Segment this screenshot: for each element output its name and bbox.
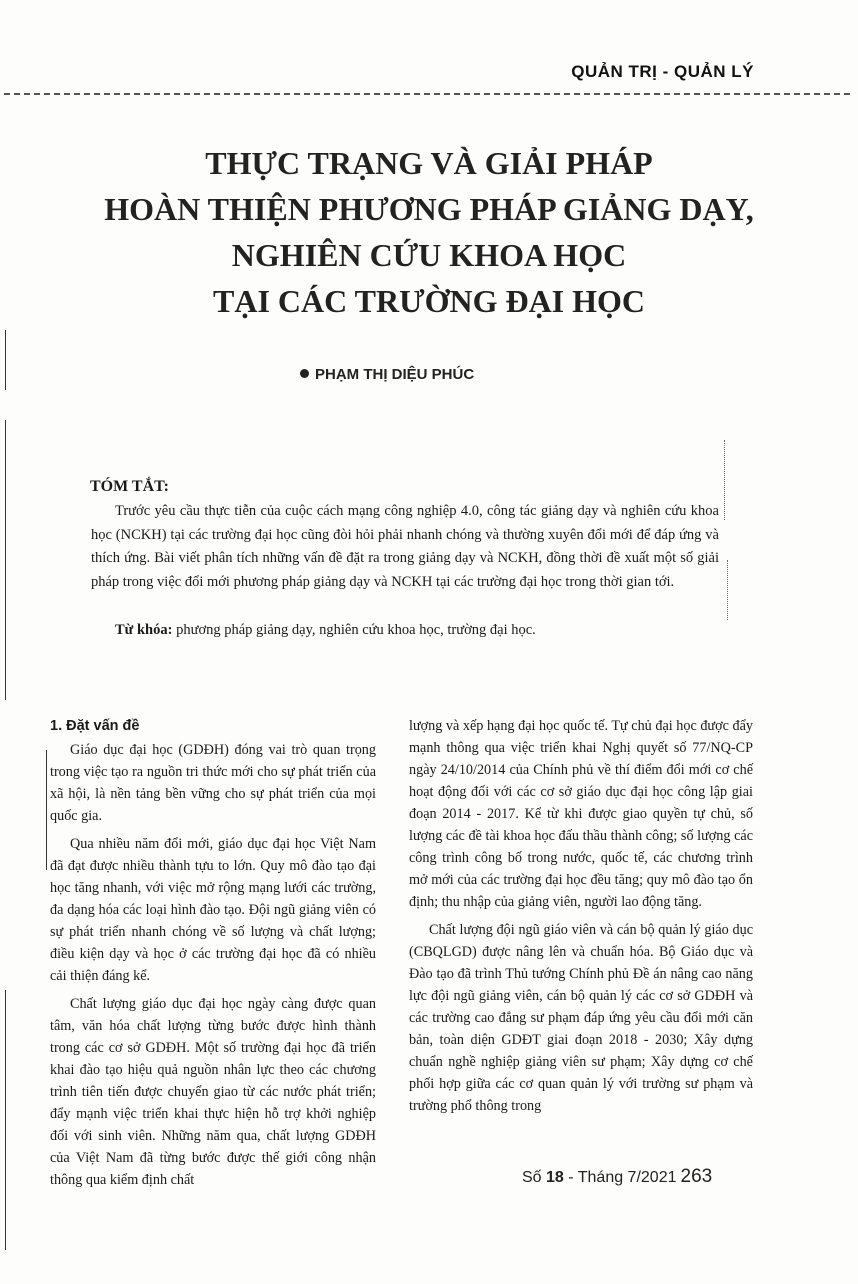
right-column (409, 715, 753, 1123)
header-divider (4, 93, 850, 95)
page-number: 263 (680, 1166, 713, 1187)
issue-date: - Tháng 7/2021 (563, 1169, 677, 1186)
page-footer (522, 1166, 712, 1188)
paragraph: Chất lượng giáo dục đại học ngày càng được quan tâm, văn hóa chất lượng từng bước được hình thành trong các cơ sở GDĐH. Một số trường đại học đã triển khai đào tạo hiệu quả nguồn nhân lực theo các chương trình tiên tiến được chuyển giao từ các nước phát triển; đẩy mạnh việc triển khai thực hiện hỗ trợ khởi nghiệp đối với sinh viên. Những năm qua, chất lượng GDĐH của Việt Nam đã từng bước được thế giới công nhận thông qua kiểm định chất (50, 996, 376, 1188)
scan-speck (724, 440, 726, 520)
author-line (300, 366, 474, 383)
keywords-text: phương pháp giảng dạy, nghiên cứu khoa học, trường đại học. (172, 622, 536, 638)
article-title (0, 140, 858, 324)
paragraph: Giáo dục đại học (GDĐH) đóng vai trò quan trọng trong việc tạo ra nguồn tri thức mới cho sự phát triển của xã hội, là nền tảng bền vững cho sự phát triển của mọi quốc gia. (50, 742, 376, 824)
keywords-label: Từ khóa: (115, 622, 173, 638)
issue-number: 18 (546, 1169, 564, 1186)
paragraph: Qua nhiều năm đổi mới, giáo dục đại học Việt Nam đã đạt được nhiều thành tựu to lớn. Quy mô đào tạo đại học tăng nhanh, với việc mở rộng mạng lưới các trường, đa dạng hóa các loại hình đào tạo. Đội ngũ giảng viên có sự phát triển nhanh chóng về số lượng và chất lượng; điều kiện dạy và học ở các trường đại học đã có nhiều cải thiện đáng kể. (50, 836, 376, 984)
bullet-icon (300, 369, 309, 378)
author-name: PHẠM THỊ DIỆU PHÚC (315, 366, 475, 383)
left-column (50, 715, 376, 1197)
section-heading: 1. Đặt vấn đề (50, 718, 140, 734)
issue-prefix: Số (522, 1169, 547, 1186)
paragraph: lượng và xếp hạng đại học quốc tế. Tự chủ đại học được đẩy mạnh thông qua việc triển khai Nghị quyết số 77/NQ-CP ngày 24/10/2014 của Chính phủ về thí điểm đổi mới cơ chế hoạt động đối với các cơ sở giáo dục đại học công lập giai đoạn 2014 - 2017. Kể từ khi được giao quyền tự chủ, số lượng các đề tài khoa học đấu thầu thành công; số lượng các công trình công bố trong nước, quốc tế, các chương trình mở mới của các trường đại học đều tăng; quy mô đào tạo ổn định; thu nhập của giảng viên, người lao động tăng. (409, 718, 753, 910)
keywords (115, 619, 725, 642)
title-line: TẠI CÁC TRƯỜNG ĐẠI HỌC (212, 283, 646, 319)
scan-margin-line (5, 420, 6, 700)
abstract-heading: TÓM TẮT: (90, 478, 169, 495)
scan-margin-line (46, 750, 47, 870)
scan-speck (727, 560, 729, 620)
scan-margin-line (5, 990, 6, 1250)
abstract-body: Trước yêu cầu thực tiễn của cuộc cách mạng công nghiệp 4.0, công tác giảng dạy và nghiên cứu khoa học (NCKH) tại các trường đại học cũng đòi hỏi phải nhanh chóng và thường xuyên đổi mới để đáp ứng và thích ứng. Bài viết phân tích những vấn đề đặt ra trong giảng dạy và NCKH, đồng thời đề xuất một số giải pháp trong việc đổi mới phương pháp giảng dạy và NCKH tại các trường đại học trong thời gian tới. (91, 503, 719, 590)
title-line: NGHIÊN CỨU KHOA HỌC (231, 237, 627, 273)
paragraph: Chất lượng đội ngũ giáo viên và cán bộ quản lý giáo dục (CBQLGD) được nâng lên và chuẩn hóa. Bộ Giáo dục và Đào tạo đã trình Thủ tướng Chính phủ Đề án nâng cao năng lực đội ngũ giảng viên, cán bộ quản lý các cơ sở GDĐH và các trường cao đẳng sư phạm đáp ứng yêu cầu đổi mới căn bản, toàn diện GDĐT giai đoạn 2018 - 2030; Xây dựng chuẩn nghề nghiệp giảng viên sư phạm; Xây dựng cơ chế phối hợp giữa các cơ quan quản lý với trường sư phạm và trường phổ thông trong (409, 922, 753, 1114)
title-line: HOÀN THIỆN PHƯƠNG PHÁP GIẢNG DẠY, (104, 191, 754, 227)
title-line: THỰC TRẠNG VÀ GIẢI PHÁP (205, 145, 653, 181)
scan-margin-line (5, 330, 6, 390)
section-label: QUẢN TRỊ - QUẢN LÝ (571, 62, 754, 81)
